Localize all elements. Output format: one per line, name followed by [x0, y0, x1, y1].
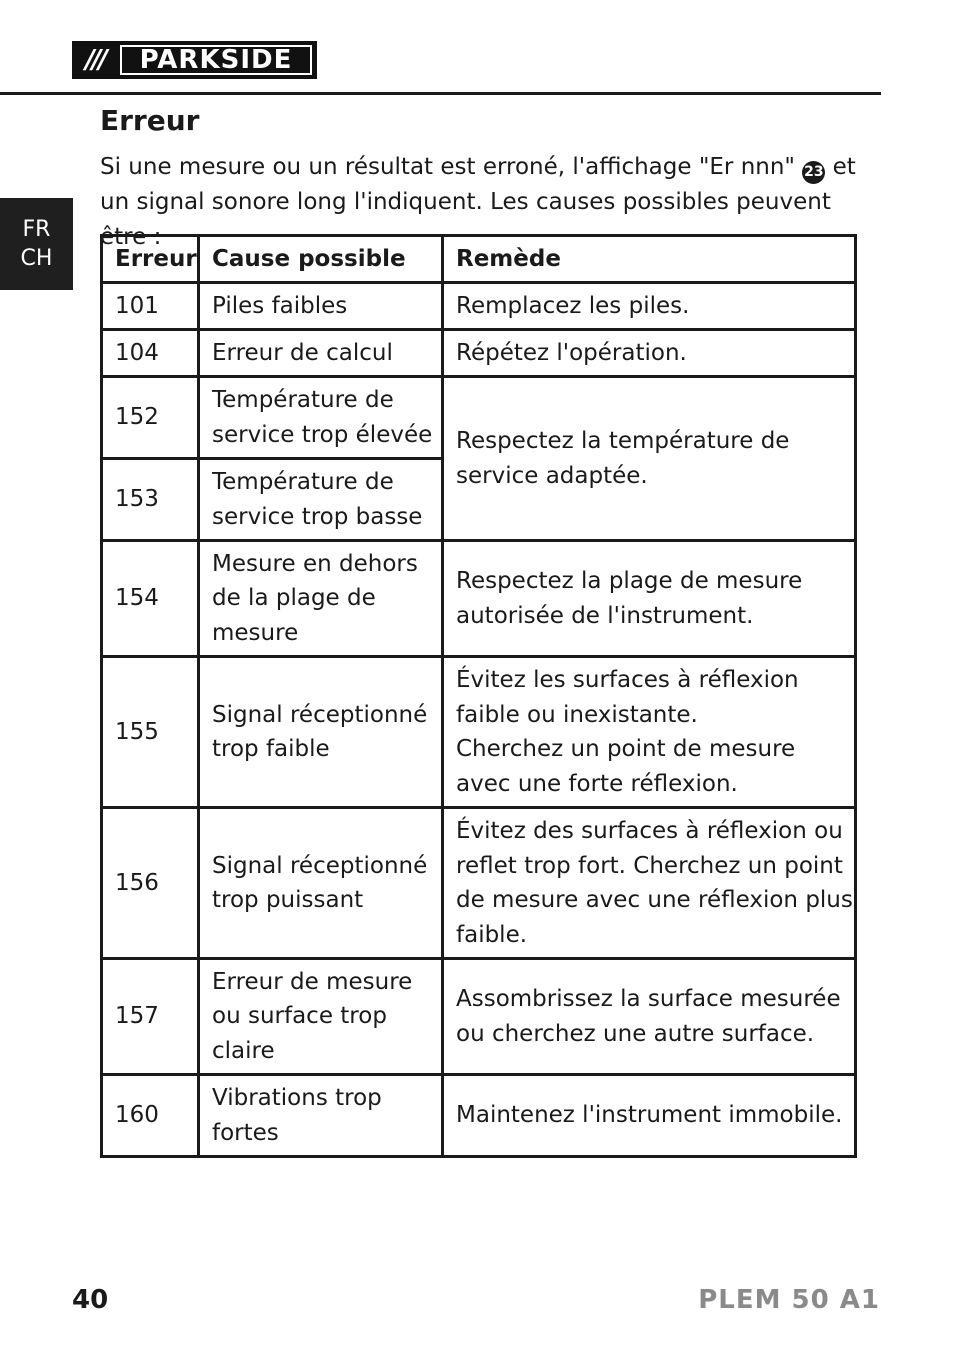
error-code: 156 — [102, 808, 199, 959]
error-cause: Signal réceptionné trop puissant — [199, 808, 443, 959]
error-cause: Mesure en dehors de la plage de mesure — [199, 541, 443, 657]
error-remedy: Remplacez les piles. — [443, 283, 856, 330]
language-tab — [0, 198, 73, 290]
remedy-line-2: Cherchez un point de mesure avec une forte réflexion. — [456, 736, 796, 797]
error-table — [100, 234, 857, 1158]
table-row — [102, 330, 856, 377]
table-row — [102, 377, 856, 459]
intro-text-start: Si une mesure ou un résultat est erroné, l'affichage "Er nnn" — [100, 154, 803, 180]
error-cause: Erreur de mesure ou surface trop claire — [199, 959, 443, 1075]
error-code: 157 — [102, 959, 199, 1075]
error-remedy: Respectez la plage de mesure autorisée de l'instrument. — [443, 541, 856, 657]
table-row — [102, 808, 856, 959]
table-row — [102, 541, 856, 657]
header-rule — [0, 92, 881, 95]
language-code-fr: FR — [22, 217, 51, 242]
error-code: 160 — [102, 1075, 199, 1157]
page-number: 40 — [72, 1285, 109, 1315]
language-code-ch: CH — [20, 246, 53, 271]
error-cause: Température de service trop basse — [199, 459, 443, 541]
remedy-line-1: Évitez les surfaces à réflexion faible ou inexistante. — [456, 667, 799, 728]
error-remedy: Évitez des surfaces à réflexion ou reflet trop fort. Cherchez un point de mesure avec une réflexion plus faible. — [443, 808, 856, 959]
error-cause: Erreur de calcul — [199, 330, 443, 377]
error-remedy: Respectez la température de service adaptée. — [443, 377, 856, 541]
error-remedy — [443, 657, 856, 808]
error-code: 152 — [102, 377, 199, 459]
intro-text-end: et un signal sonore long l'indiquent. Les causes possibles peuvent être : — [100, 154, 856, 250]
reference-number-badge: 23 — [802, 161, 825, 184]
error-code: 155 — [102, 657, 199, 808]
logo-slashes: /// — [85, 45, 105, 75]
error-cause: Vibrations trop fortes — [199, 1075, 443, 1157]
error-cause: Température de service trop élevée — [199, 377, 443, 459]
error-code: 153 — [102, 459, 199, 541]
error-remedy: Répétez l'opération. — [443, 330, 856, 377]
error-code: 154 — [102, 541, 199, 657]
error-code: 104 — [102, 330, 199, 377]
table-row — [102, 657, 856, 808]
table-header-row — [102, 236, 856, 283]
table-row — [102, 283, 856, 330]
table-row — [102, 959, 856, 1075]
table-row — [102, 1075, 856, 1157]
header-cause: Cause possible — [199, 236, 443, 283]
header-error: Erreur — [102, 236, 199, 283]
error-cause: Piles faibles — [199, 283, 443, 330]
error-remedy: Maintenez l'instrument immobile. — [443, 1075, 856, 1157]
error-code: 101 — [102, 283, 199, 330]
logo-wordmark: PARKSIDE — [120, 45, 312, 75]
header-remedy: Remède — [443, 236, 856, 283]
error-remedy: Assombrissez la surface mesurée ou cherchez une autre surface. — [443, 959, 856, 1075]
model-name: PLEM 50 A1 — [698, 1285, 880, 1315]
parkside-logo — [72, 41, 317, 79]
error-cause: Signal réceptionné trop faible — [199, 657, 443, 808]
section-title: Erreur — [100, 104, 200, 137]
